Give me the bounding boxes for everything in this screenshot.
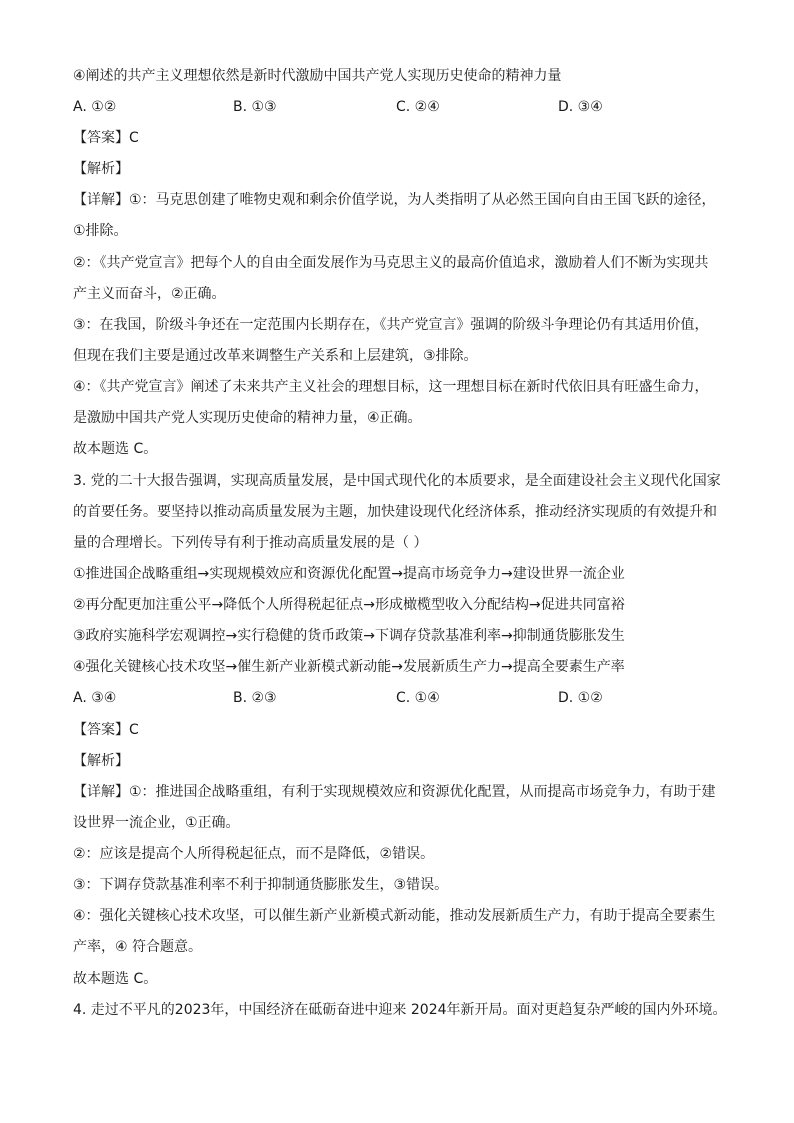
q2-detail-line-7: ④：《共产党宣言》阐述了未来共产主义社会的理想目标，这一理想目标在新时代依旧具有旺盛生命力， [73,379,709,395]
q2-analysis-label: 【解析】 [73,161,129,177]
q3-detail-line-6: 产率，④ 符合题意。 [73,939,203,955]
q3-choice-b: B. ②③ [233,690,277,706]
q3-detail-line-4: ③：下调存贷款基准利率不利于抑制通货膨胀发生，③错误。 [73,877,449,893]
q2-choice-c: C. ②④ [396,99,440,115]
q3-option-1: ①推进国企战略重组→实现规模效应和资源优化配置→提高市场竞争力→建设世界一流企业 [73,566,625,582]
q2-detail-line-1: 【详解】①：马克思创建了唯物史观和剩余价值学说，为人类指明了从必然王国向自由王国飞跃的途径， [73,192,716,208]
q4-stem-line-1: 4. 走过不平凡的2023年，中国经济在砥砺奋进中迎来 2024年新开局。面对更趋复杂严峻的国内外环境。 [73,1002,727,1018]
q2-choice-a: A. ①② [73,99,117,115]
q2-answer [73,128,733,148]
q2-detail-line-4: 产主义而奋斗，②正确。 [73,286,226,302]
q3-choice-d: D. ①② [558,690,603,706]
q3-answer [73,720,733,740]
answer-value: C [129,722,139,738]
q3-choice-a: A. ③④ [73,690,117,706]
q2-option-4: ④阐述的共产主义理想依然是新时代激励中国共产党人实现历史使命的精神力量 [73,68,562,84]
q2-detail-line-2: ①排除。 [73,223,128,239]
q2-conclusion: 故本题选 C。 [73,441,158,457]
q3-option-3: ③政府实施科学宏观调控→实行稳健的货币政策→下调存贷款基准利率→抑制通货膨胀发生 [73,628,625,644]
answer-label: 【答案】 [73,722,129,738]
q3-stem-line-2: 的首要任务。要坚持以推动高质量发展为主题，加快建设现代化经济体系，推动经济实现质的有效提升和 [73,504,717,520]
answer-label: 【答案】 [73,130,129,146]
q3-option-2: ②再分配更加注重公平→降低个人所得税起征点→形成橄榄型收入分配结构→促进共同富裕 [73,597,625,613]
q2-choices [73,97,733,117]
q3-stem-line-3: 量的合理增长。下列传导有利于推动高质量发展的是（ ） [73,535,428,551]
detail-label: 【详解】 [73,784,129,800]
detail-label: 【详解】 [73,192,129,208]
q3-detail-line-1: 【详解】①：推进国企战略重组，有利于实现规模效应和资源优化配置，从而提高市场竞争力，有助于建 [73,784,716,800]
q2-detail-line-6: 但现在我们主要是通过改革来调整生产关系和上层建筑，③排除。 [73,348,478,364]
q3-option-4: ④强化关键核心技术攻坚→催生新产业新模式新动能→发展新质生产力→提高全要素生产率 [73,659,625,675]
q3-conclusion: 故本题选 C。 [73,971,158,987]
answer-value: C [129,130,139,146]
q3-detail-line-2: 设世界一流企业，①正确。 [73,815,240,831]
q3-stem-line-1: 3. 党的二十大报告强调，实现高质量发展，是中国式现代化的本质要求，是全面建设社会主义现代化国家 [73,473,721,489]
q3-choice-c: C. ①④ [396,690,440,706]
q3-detail-line-5: ④：强化关键核心技术攻坚，可以催生新产业新模式新动能，推动发展新质生产力，有助于提高全要素生 [73,908,716,924]
q3-detail-line-3: ②：应该是提高个人所得税起征点，而不是降低，②错误。 [73,846,435,862]
q2-choice-b: B. ①③ [233,99,277,115]
q2-choice-d: D. ③④ [558,99,603,115]
q2-detail-line-5: ③：在我国，阶级斗争还在一定范围内长期存在，《共产党宣言》强调的阶级斗争理论仍有其适用价值， [73,317,709,333]
q3-choices [73,688,733,708]
q2-detail-line-8: 是激励中国共产党人实现历史使命的精神力量，④正确。 [73,410,422,426]
q2-detail-line-3: ②：《共产党宣言》把每个人的自由全面发展作为马克思主义的最高价值追求，激励着人们不断为实现共 [73,255,709,271]
q3-analysis-label: 【解析】 [73,753,129,769]
